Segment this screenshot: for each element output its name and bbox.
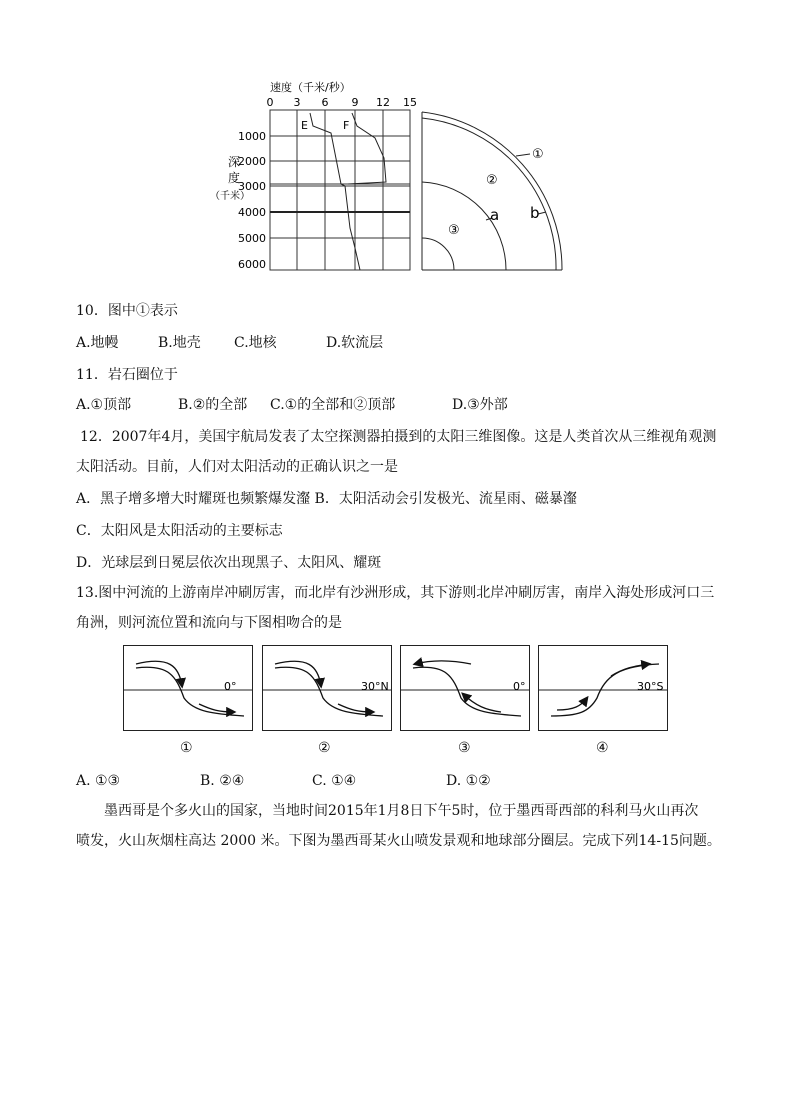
x-tick: 12	[376, 96, 390, 109]
q10-option-c[interactable]: C.地核	[234, 335, 277, 351]
q12-option-d[interactable]: D．光球层到日冕层依次出现黑子、太阳风、耀斑	[76, 555, 382, 571]
latitude-label: 0°	[513, 680, 526, 693]
q11-option-b[interactable]: B.②的全部	[178, 397, 248, 413]
depth-label: 度	[227, 171, 241, 185]
q13-option-d[interactable]: D. ①②	[446, 773, 491, 789]
q13-option-b[interactable]: B. ②④	[200, 773, 245, 789]
depth-unit-label: （千米）	[210, 191, 250, 202]
curve-f-label: F	[343, 119, 350, 132]
curve-f	[348, 113, 386, 184]
river-panel-2	[262, 645, 392, 731]
y-tick: 5000	[238, 232, 266, 245]
river-panel-1	[123, 645, 253, 731]
y-tick: 6000	[238, 258, 266, 271]
river-panel-3	[400, 645, 530, 731]
q10-option-d[interactable]: D.软流层	[326, 335, 384, 351]
x-tick: 3	[293, 96, 301, 109]
latitude-label: 0°	[224, 680, 237, 693]
y-tick: 4000	[238, 206, 266, 219]
x-tick: 6	[321, 96, 329, 109]
q13-option-a[interactable]: A. ①③	[76, 773, 121, 789]
layer-1-label: ①	[532, 147, 544, 162]
panel-label-2: ②	[318, 740, 331, 756]
y-tick: 2000	[238, 155, 266, 168]
boundary-a-label: a	[490, 206, 500, 224]
q12-option-ab[interactable]: A．黑子增多增大时耀斑也频繁爆发瀣 B．太阳活动会引发极光、流星雨、磁暴瀣	[76, 491, 577, 507]
boundary-b-label: b	[530, 204, 540, 222]
q13-stem-line2: 角洲，则河流位置和流向与下图相吻合的是	[76, 615, 342, 631]
layer-2-label: ②	[486, 173, 498, 188]
x-tick: 15	[403, 96, 417, 109]
velocity-axis-title: 速度（千米/秒）	[270, 81, 351, 94]
q13-option-c[interactable]: C. ①④	[312, 773, 357, 789]
passage-line2: 喷发，火山灰烟柱高达 2000 米。下图为墨西哥某火山喷发景观和地球部分圈层。完成下列14-15问题。	[76, 833, 721, 849]
panel-label-1: ①	[180, 740, 193, 756]
q13-stem-line1: 13.图中河流的上游南岸冲刷厉害，而北岸有沙洲形成，其下游则北岸冲刷厉害，南岸入海处形成河口三	[76, 585, 715, 601]
x-tick: 0	[266, 96, 274, 109]
q11-option-c[interactable]: C.①的全部和②顶部	[270, 397, 396, 413]
panel-label-4: ④	[596, 740, 609, 756]
river-panel-4	[538, 645, 668, 731]
y-tick: 3000	[238, 180, 266, 193]
depth-label: 深	[227, 155, 241, 169]
q12-option-c[interactable]: C．太阳风是太阳活动的主要标志	[76, 523, 283, 539]
seismic-wave-figure	[200, 78, 570, 278]
panel-label-3: ③	[458, 740, 471, 756]
latitude-label: 30°N	[361, 680, 389, 693]
passage-line1: 墨西哥是个多火山的国家，当地时间2015年1月8日下午5时，位于墨西哥西部的科利马火山再次	[104, 803, 699, 819]
q12-stem-line1: 12．2007年4月，美国宇航局发表了太空探测器拍摄到的太阳三维图像。这是人类首次从三维视角观测	[80, 429, 717, 445]
q11-option-d[interactable]: D.③外部	[452, 397, 508, 413]
q12-stem-line2: 太阳活动。目前，人们对太阳活动的正确认识之一是	[76, 459, 398, 475]
q11-stem: 11．岩石圈位于	[76, 367, 178, 383]
curve-e	[310, 113, 360, 270]
x-tick: 9	[351, 96, 359, 109]
q10-option-a[interactable]: A.地幔	[76, 335, 119, 351]
y-tick: 1000	[238, 130, 266, 143]
curve-e-label: E	[301, 119, 308, 132]
latitude-label: 30°S	[637, 680, 664, 693]
layer-3-label: ③	[448, 223, 460, 238]
q10-stem: 10．图中①表示	[76, 303, 178, 319]
q11-option-a[interactable]: A.①顶部	[76, 397, 132, 413]
q10-option-b[interactable]: B.地壳	[158, 335, 201, 351]
